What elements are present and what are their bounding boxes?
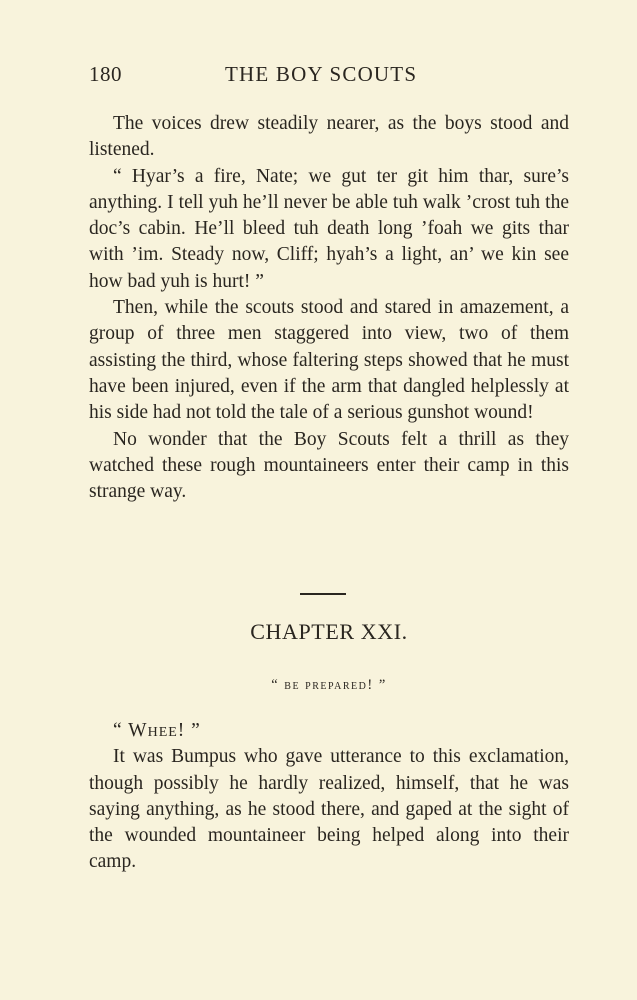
paragraph: No wonder that the Boy Scouts felt a thrill as they watched these rough mountaineers enter their camp in this strange way. (89, 428, 569, 503)
body-text-top (89, 111, 569, 505)
paragraph: The voices drew steadily nearer, as the boys stood and listened. (89, 113, 569, 161)
chapter-heading: CHAPTER XXI. (250, 619, 408, 644)
paragraph: It was Bumpus who gave utterance to this exclamation, though possibly he hardly realized, himself, that he was saying anything, as he stood there, and gaped at the sight of the wounded mountaineer being helped along into their camp. (89, 746, 569, 873)
chapter-subtitle: “ be prepared! ” (271, 677, 387, 693)
paragraph: “ Hyar’s a fire, Nate; we gut ter git him thar, sure’s anything. I tell yuh he’ll never be able tuh walk ’crost tuh the doc’s cabin. He’ll bleed tuh death long ’foah we gits thar with ’im. Steady now, Cliff; hyah’s a light, an’ we kin see how bad yuh is hurt! ” (89, 165, 569, 292)
page-number: 180 (89, 62, 122, 86)
running-title: THE BOY SCOUTS (225, 62, 418, 86)
section-divider (300, 593, 346, 595)
running-head (89, 62, 569, 92)
body-text-bottom (89, 718, 569, 876)
paragraph: Then, while the scouts stood and stared in amazement, a group of three men staggered into view, two of them assisting the third, whose faltering steps showed that he must have been injured, even if the arm that dangled helplessly at his side had not told the tale of a serious gunshot wound! (89, 297, 569, 424)
paragraph: “ Whee! ” (113, 720, 201, 741)
